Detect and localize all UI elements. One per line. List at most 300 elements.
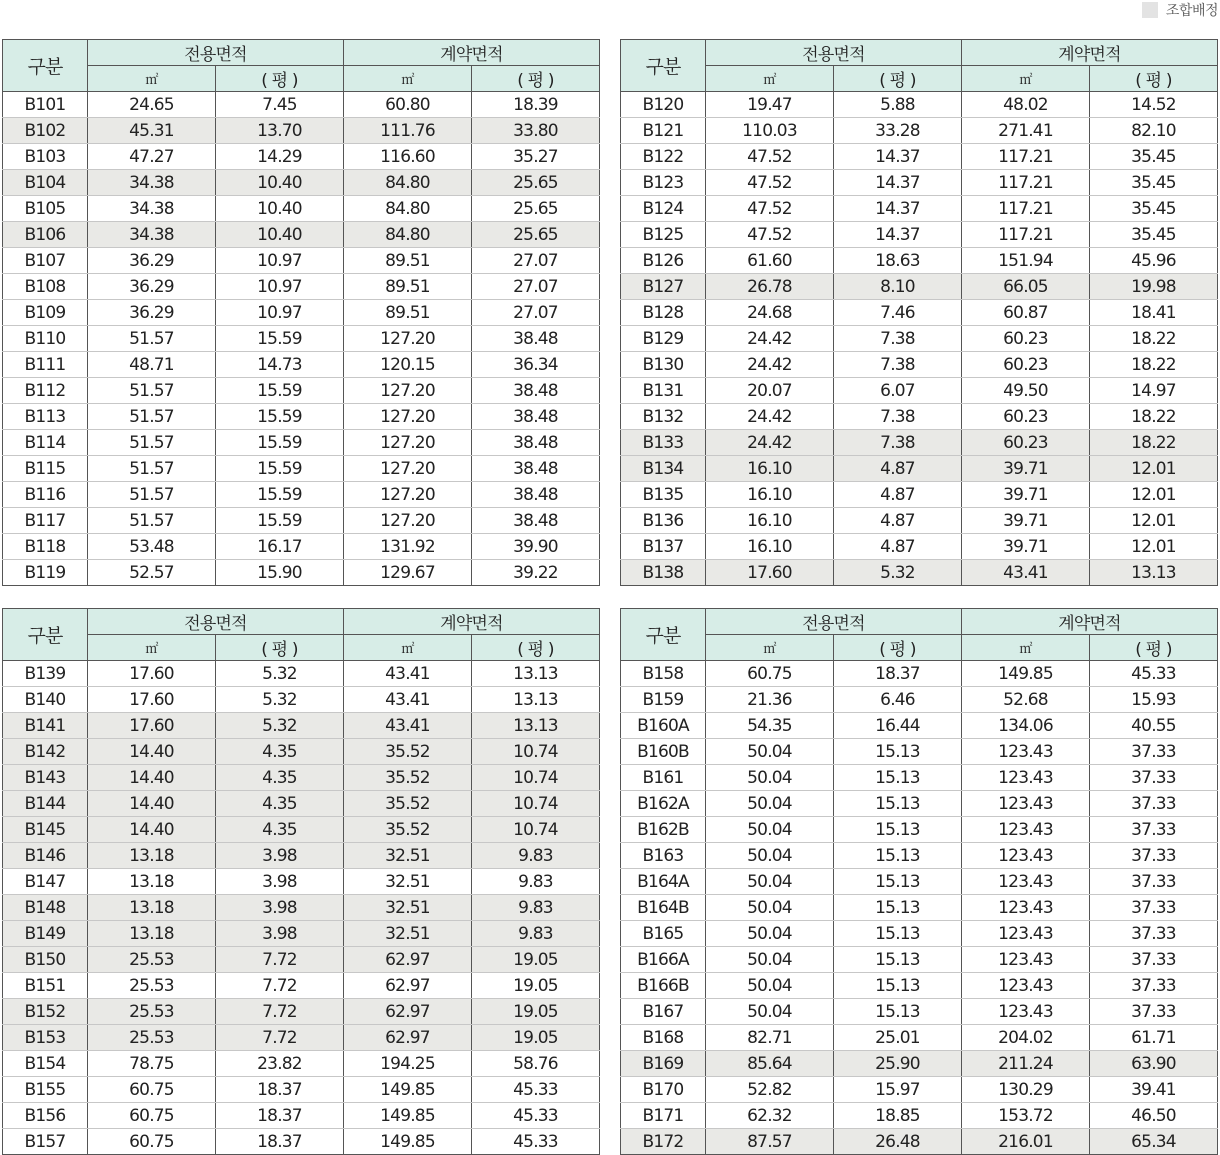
exclusive-pyeong: 5.32 xyxy=(834,560,962,586)
contract-pyeong: 39.22 xyxy=(472,560,600,586)
unit-id: B170 xyxy=(621,1077,706,1103)
unit-id: B125 xyxy=(621,222,706,248)
table-row xyxy=(3,404,600,430)
unit-id: B117 xyxy=(3,508,88,534)
exclusive-sqm: 34.38 xyxy=(88,196,216,222)
contract-pyeong: 37.33 xyxy=(1090,843,1218,869)
table-row xyxy=(621,1051,1218,1077)
contract-pyeong: 35.45 xyxy=(1090,222,1218,248)
header-exclusive-area: 전용면적 xyxy=(88,40,344,66)
unit-id: B154 xyxy=(3,1051,88,1077)
table-row xyxy=(621,456,1218,482)
header-row xyxy=(621,40,1218,66)
exclusive-sqm: 50.04 xyxy=(706,869,834,895)
table-row xyxy=(3,765,600,791)
contract-pyeong: 12.01 xyxy=(1090,482,1218,508)
unit-id: B134 xyxy=(621,456,706,482)
unit-id: B148 xyxy=(3,895,88,921)
contract-pyeong: 33.80 xyxy=(472,118,600,144)
table-row xyxy=(621,118,1218,144)
exclusive-sqm: 48.71 xyxy=(88,352,216,378)
unit-id: B138 xyxy=(621,560,706,586)
exclusive-sqm: 24.42 xyxy=(706,352,834,378)
exclusive-pyeong: 15.13 xyxy=(834,973,962,999)
table-row xyxy=(621,1129,1218,1155)
exclusive-pyeong: 5.32 xyxy=(216,713,344,739)
contract-sqm: 149.85 xyxy=(344,1103,472,1129)
contract-sqm: 35.52 xyxy=(344,791,472,817)
exclusive-sqm: 14.40 xyxy=(88,765,216,791)
exclusive-sqm: 47.52 xyxy=(706,222,834,248)
unit-id: B167 xyxy=(621,999,706,1025)
table-row xyxy=(621,869,1218,895)
contract-pyeong: 19.05 xyxy=(472,999,600,1025)
contract-pyeong: 19.05 xyxy=(472,947,600,973)
contract-sqm: 62.97 xyxy=(344,999,472,1025)
contract-sqm: 127.20 xyxy=(344,482,472,508)
exclusive-pyeong: 15.59 xyxy=(216,508,344,534)
exclusive-sqm: 53.48 xyxy=(88,534,216,560)
exclusive-sqm: 52.57 xyxy=(88,560,216,586)
exclusive-sqm: 24.68 xyxy=(706,300,834,326)
contract-pyeong: 13.13 xyxy=(472,661,600,687)
contract-sqm: 62.97 xyxy=(344,973,472,999)
legend-label: 조합배정 xyxy=(1165,3,1218,19)
area-table-1 xyxy=(2,39,600,586)
header-unit-row xyxy=(3,66,600,92)
exclusive-sqm: 34.38 xyxy=(88,222,216,248)
area-table-3 xyxy=(2,608,600,1155)
exclusive-pyeong: 7.38 xyxy=(834,326,962,352)
contract-sqm: 271.41 xyxy=(962,118,1090,144)
contract-sqm: 32.51 xyxy=(344,869,472,895)
exclusive-sqm: 25.53 xyxy=(88,999,216,1025)
contract-sqm: 194.25 xyxy=(344,1051,472,1077)
header-unit-sqm: ㎡ xyxy=(962,66,1090,92)
contract-sqm: 149.85 xyxy=(344,1077,472,1103)
contract-pyeong: 12.01 xyxy=(1090,534,1218,560)
exclusive-pyeong: 14.29 xyxy=(216,144,344,170)
table-row xyxy=(3,274,600,300)
contract-pyeong: 18.22 xyxy=(1090,352,1218,378)
exclusive-sqm: 14.40 xyxy=(88,791,216,817)
contract-pyeong: 36.34 xyxy=(472,352,600,378)
contract-sqm: 48.02 xyxy=(962,92,1090,118)
contract-pyeong: 46.50 xyxy=(1090,1103,1218,1129)
contract-sqm: 32.51 xyxy=(344,843,472,869)
contract-pyeong: 25.65 xyxy=(472,170,600,196)
exclusive-pyeong: 7.38 xyxy=(834,352,962,378)
exclusive-sqm: 87.57 xyxy=(706,1129,834,1155)
table-row xyxy=(3,222,600,248)
contract-pyeong: 18.22 xyxy=(1090,404,1218,430)
contract-sqm: 123.43 xyxy=(962,921,1090,947)
exclusive-pyeong: 16.17 xyxy=(216,534,344,560)
header-unit-sqm: ㎡ xyxy=(344,635,472,661)
contract-sqm: 111.76 xyxy=(344,118,472,144)
table-row xyxy=(621,482,1218,508)
contract-pyeong: 37.33 xyxy=(1090,895,1218,921)
exclusive-pyeong: 5.32 xyxy=(216,661,344,687)
exclusive-pyeong: 18.37 xyxy=(834,661,962,687)
contract-sqm: 123.43 xyxy=(962,817,1090,843)
exclusive-sqm: 85.64 xyxy=(706,1051,834,1077)
contract-pyeong: 25.65 xyxy=(472,222,600,248)
contract-pyeong: 39.90 xyxy=(472,534,600,560)
exclusive-pyeong: 5.32 xyxy=(216,687,344,713)
table-row xyxy=(3,92,600,118)
contract-sqm: 117.21 xyxy=(962,170,1090,196)
table-row xyxy=(3,895,600,921)
contract-pyeong: 10.74 xyxy=(472,739,600,765)
exclusive-sqm: 17.60 xyxy=(706,560,834,586)
contract-pyeong: 18.41 xyxy=(1090,300,1218,326)
contract-pyeong: 45.33 xyxy=(472,1129,600,1155)
contract-pyeong: 45.96 xyxy=(1090,248,1218,274)
table-row xyxy=(621,196,1218,222)
contract-pyeong: 10.74 xyxy=(472,765,600,791)
contract-pyeong: 18.22 xyxy=(1090,430,1218,456)
contract-sqm: 43.41 xyxy=(344,661,472,687)
exclusive-sqm: 50.04 xyxy=(706,817,834,843)
contract-pyeong: 38.48 xyxy=(472,482,600,508)
contract-pyeong: 40.55 xyxy=(1090,713,1218,739)
exclusive-sqm: 17.60 xyxy=(88,687,216,713)
unit-id: B114 xyxy=(3,430,88,456)
contract-pyeong: 38.48 xyxy=(472,326,600,352)
contract-sqm: 39.71 xyxy=(962,482,1090,508)
header-gubun: 구분 xyxy=(3,40,88,92)
contract-sqm: 117.21 xyxy=(962,196,1090,222)
exclusive-pyeong: 3.98 xyxy=(216,921,344,947)
exclusive-pyeong: 25.90 xyxy=(834,1051,962,1077)
contract-sqm: 123.43 xyxy=(962,739,1090,765)
exclusive-pyeong: 15.13 xyxy=(834,739,962,765)
contract-sqm: 39.71 xyxy=(962,508,1090,534)
contract-sqm: 123.43 xyxy=(962,843,1090,869)
exclusive-pyeong: 15.13 xyxy=(834,895,962,921)
exclusive-sqm: 50.04 xyxy=(706,843,834,869)
contract-pyeong: 10.74 xyxy=(472,791,600,817)
header-contract-area: 계약면적 xyxy=(344,40,600,66)
unit-id: B160B xyxy=(621,739,706,765)
table-row xyxy=(3,196,600,222)
exclusive-sqm: 60.75 xyxy=(88,1103,216,1129)
unit-id: B161 xyxy=(621,765,706,791)
contract-sqm: 89.51 xyxy=(344,274,472,300)
exclusive-sqm: 50.04 xyxy=(706,739,834,765)
legend-swatch xyxy=(1142,2,1158,18)
contract-sqm: 127.20 xyxy=(344,508,472,534)
unit-id: B111 xyxy=(3,352,88,378)
exclusive-sqm: 24.65 xyxy=(88,92,216,118)
table-row xyxy=(621,560,1218,586)
table-row xyxy=(621,326,1218,352)
unit-id: B156 xyxy=(3,1103,88,1129)
contract-pyeong: 58.76 xyxy=(472,1051,600,1077)
exclusive-pyeong: 7.72 xyxy=(216,999,344,1025)
table-row xyxy=(621,430,1218,456)
contract-pyeong: 19.98 xyxy=(1090,274,1218,300)
exclusive-pyeong: 18.37 xyxy=(216,1077,344,1103)
unit-id: B145 xyxy=(3,817,88,843)
contract-sqm: 43.41 xyxy=(962,560,1090,586)
contract-sqm: 89.51 xyxy=(344,248,472,274)
exclusive-pyeong: 14.37 xyxy=(834,170,962,196)
unit-id: B126 xyxy=(621,248,706,274)
header-gubun: 구분 xyxy=(621,609,706,661)
table-row xyxy=(3,791,600,817)
table-row xyxy=(621,687,1218,713)
contract-pyeong: 35.27 xyxy=(472,144,600,170)
table-row xyxy=(621,999,1218,1025)
exclusive-pyeong: 4.87 xyxy=(834,534,962,560)
table-row xyxy=(621,1077,1218,1103)
exclusive-pyeong: 7.45 xyxy=(216,92,344,118)
unit-id: B127 xyxy=(621,274,706,300)
exclusive-pyeong: 6.46 xyxy=(834,687,962,713)
header-unit-pyeong: ( 평 ) xyxy=(834,635,962,661)
unit-id: B136 xyxy=(621,508,706,534)
contract-pyeong: 37.33 xyxy=(1090,999,1218,1025)
contract-pyeong: 39.41 xyxy=(1090,1077,1218,1103)
contract-sqm: 49.50 xyxy=(962,378,1090,404)
contract-pyeong: 9.83 xyxy=(472,843,600,869)
exclusive-pyeong: 15.13 xyxy=(834,999,962,1025)
header-gubun: 구분 xyxy=(3,609,88,661)
contract-pyeong: 27.07 xyxy=(472,300,600,326)
table-row xyxy=(3,1025,600,1051)
contract-pyeong: 38.48 xyxy=(472,378,600,404)
contract-sqm: 62.97 xyxy=(344,947,472,973)
exclusive-pyeong: 3.98 xyxy=(216,843,344,869)
exclusive-pyeong: 10.97 xyxy=(216,274,344,300)
contract-sqm: 120.15 xyxy=(344,352,472,378)
exclusive-sqm: 51.57 xyxy=(88,430,216,456)
table-row xyxy=(621,947,1218,973)
exclusive-sqm: 45.31 xyxy=(88,118,216,144)
exclusive-pyeong: 26.48 xyxy=(834,1129,962,1155)
table-row xyxy=(3,999,600,1025)
contract-sqm: 123.43 xyxy=(962,765,1090,791)
exclusive-pyeong: 7.72 xyxy=(216,973,344,999)
contract-sqm: 60.23 xyxy=(962,326,1090,352)
header-row xyxy=(3,40,600,66)
exclusive-pyeong: 18.63 xyxy=(834,248,962,274)
exclusive-sqm: 50.04 xyxy=(706,973,834,999)
exclusive-pyeong: 14.37 xyxy=(834,222,962,248)
contract-pyeong: 38.48 xyxy=(472,404,600,430)
table-row xyxy=(3,248,600,274)
exclusive-pyeong: 10.97 xyxy=(216,248,344,274)
contract-pyeong: 38.48 xyxy=(472,430,600,456)
contract-pyeong: 12.01 xyxy=(1090,508,1218,534)
exclusive-pyeong: 14.37 xyxy=(834,196,962,222)
contract-sqm: 60.23 xyxy=(962,352,1090,378)
exclusive-pyeong: 14.73 xyxy=(216,352,344,378)
contract-sqm: 43.41 xyxy=(344,713,472,739)
exclusive-sqm: 14.40 xyxy=(88,817,216,843)
exclusive-pyeong: 7.72 xyxy=(216,1025,344,1051)
table-row xyxy=(3,456,600,482)
table-row xyxy=(3,482,600,508)
unit-id: B151 xyxy=(3,973,88,999)
table-row xyxy=(3,947,600,973)
contract-pyeong: 19.05 xyxy=(472,1025,600,1051)
exclusive-pyeong: 3.98 xyxy=(216,869,344,895)
header-unit-pyeong: ( 평 ) xyxy=(1090,635,1218,661)
exclusive-sqm: 17.60 xyxy=(88,661,216,687)
exclusive-sqm: 50.04 xyxy=(706,999,834,1025)
legend xyxy=(1142,0,1218,20)
exclusive-sqm: 13.18 xyxy=(88,843,216,869)
unit-id: B172 xyxy=(621,1129,706,1155)
header-contract-area: 계약면적 xyxy=(962,609,1218,635)
table-row xyxy=(621,1103,1218,1129)
table-row xyxy=(3,661,600,687)
exclusive-pyeong: 4.87 xyxy=(834,456,962,482)
exclusive-sqm: 16.10 xyxy=(706,482,834,508)
unit-id: B102 xyxy=(3,118,88,144)
exclusive-sqm: 50.04 xyxy=(706,791,834,817)
table-row xyxy=(621,713,1218,739)
table-row xyxy=(3,144,600,170)
header-unit-pyeong: ( 평 ) xyxy=(472,66,600,92)
exclusive-sqm: 60.75 xyxy=(88,1077,216,1103)
unit-id: B160A xyxy=(621,713,706,739)
header-unit-row xyxy=(3,635,600,661)
table-row xyxy=(621,973,1218,999)
unit-id: B124 xyxy=(621,196,706,222)
exclusive-sqm: 20.07 xyxy=(706,378,834,404)
header-unit-sqm: ㎡ xyxy=(88,66,216,92)
exclusive-sqm: 51.57 xyxy=(88,508,216,534)
contract-sqm: 84.80 xyxy=(344,222,472,248)
contract-pyeong: 13.13 xyxy=(472,687,600,713)
table-row xyxy=(3,687,600,713)
unit-id: B106 xyxy=(3,222,88,248)
contract-pyeong: 9.83 xyxy=(472,921,600,947)
contract-pyeong: 35.45 xyxy=(1090,144,1218,170)
table-row xyxy=(3,713,600,739)
contract-sqm: 123.43 xyxy=(962,973,1090,999)
unit-id: B133 xyxy=(621,430,706,456)
contract-sqm: 211.24 xyxy=(962,1051,1090,1077)
contract-pyeong: 14.52 xyxy=(1090,92,1218,118)
contract-sqm: 60.80 xyxy=(344,92,472,118)
exclusive-sqm: 60.75 xyxy=(88,1129,216,1155)
exclusive-pyeong: 15.13 xyxy=(834,921,962,947)
unit-id: B122 xyxy=(621,144,706,170)
contract-sqm: 131.92 xyxy=(344,534,472,560)
contract-sqm: 117.21 xyxy=(962,222,1090,248)
contract-pyeong: 12.01 xyxy=(1090,456,1218,482)
exclusive-pyeong: 7.38 xyxy=(834,404,962,430)
contract-pyeong: 38.48 xyxy=(472,456,600,482)
header-row xyxy=(621,609,1218,635)
contract-sqm: 123.43 xyxy=(962,791,1090,817)
table-row xyxy=(3,1077,600,1103)
table-row xyxy=(3,300,600,326)
header-row xyxy=(3,609,600,635)
exclusive-sqm: 54.35 xyxy=(706,713,834,739)
table-row xyxy=(3,508,600,534)
contract-pyeong: 27.07 xyxy=(472,274,600,300)
contract-sqm: 153.72 xyxy=(962,1103,1090,1129)
exclusive-sqm: 34.38 xyxy=(88,170,216,196)
table-row xyxy=(3,430,600,456)
contract-sqm: 123.43 xyxy=(962,869,1090,895)
exclusive-pyeong: 10.40 xyxy=(216,222,344,248)
exclusive-pyeong: 13.70 xyxy=(216,118,344,144)
unit-id: B107 xyxy=(3,248,88,274)
exclusive-sqm: 61.60 xyxy=(706,248,834,274)
exclusive-pyeong: 15.59 xyxy=(216,482,344,508)
contract-sqm: 84.80 xyxy=(344,196,472,222)
contract-sqm: 129.67 xyxy=(344,560,472,586)
unit-id: B139 xyxy=(3,661,88,687)
contract-pyeong: 19.05 xyxy=(472,973,600,999)
table-row xyxy=(621,765,1218,791)
contract-sqm: 39.71 xyxy=(962,456,1090,482)
header-exclusive-area: 전용면적 xyxy=(706,609,962,635)
exclusive-sqm: 51.57 xyxy=(88,404,216,430)
contract-sqm: 123.43 xyxy=(962,999,1090,1025)
exclusive-sqm: 36.29 xyxy=(88,248,216,274)
contract-pyeong: 9.83 xyxy=(472,869,600,895)
table-row xyxy=(621,222,1218,248)
contract-sqm: 123.43 xyxy=(962,895,1090,921)
exclusive-sqm: 47.52 xyxy=(706,144,834,170)
contract-sqm: 43.41 xyxy=(344,687,472,713)
exclusive-pyeong: 4.87 xyxy=(834,482,962,508)
unit-id: B123 xyxy=(621,170,706,196)
unit-id: B116 xyxy=(3,482,88,508)
contract-sqm: 127.20 xyxy=(344,456,472,482)
unit-id: B159 xyxy=(621,687,706,713)
unit-id: B168 xyxy=(621,1025,706,1051)
unit-id: B103 xyxy=(3,144,88,170)
exclusive-pyeong: 10.97 xyxy=(216,300,344,326)
contract-pyeong: 18.22 xyxy=(1090,326,1218,352)
header-unit-pyeong: ( 평 ) xyxy=(472,635,600,661)
header-exclusive-area: 전용면적 xyxy=(706,40,962,66)
area-table-4 xyxy=(620,608,1218,1155)
table-row xyxy=(3,378,600,404)
exclusive-pyeong: 18.37 xyxy=(216,1103,344,1129)
exclusive-sqm: 14.40 xyxy=(88,739,216,765)
header-unit-pyeong: ( 평 ) xyxy=(216,635,344,661)
exclusive-pyeong: 15.59 xyxy=(216,378,344,404)
exclusive-sqm: 51.57 xyxy=(88,378,216,404)
contract-pyeong: 38.48 xyxy=(472,508,600,534)
contract-sqm: 130.29 xyxy=(962,1077,1090,1103)
exclusive-sqm: 51.57 xyxy=(88,326,216,352)
unit-id: B109 xyxy=(3,300,88,326)
contract-pyeong: 35.45 xyxy=(1090,196,1218,222)
exclusive-sqm: 24.42 xyxy=(706,430,834,456)
contract-pyeong: 9.83 xyxy=(472,895,600,921)
exclusive-pyeong: 15.13 xyxy=(834,791,962,817)
header-unit-sqm: ㎡ xyxy=(344,66,472,92)
contract-sqm: 66.05 xyxy=(962,274,1090,300)
unit-id: B164A xyxy=(621,869,706,895)
exclusive-sqm: 47.52 xyxy=(706,170,834,196)
exclusive-pyeong: 5.88 xyxy=(834,92,962,118)
unit-id: B128 xyxy=(621,300,706,326)
unit-id: B135 xyxy=(621,482,706,508)
unit-id: B166A xyxy=(621,947,706,973)
